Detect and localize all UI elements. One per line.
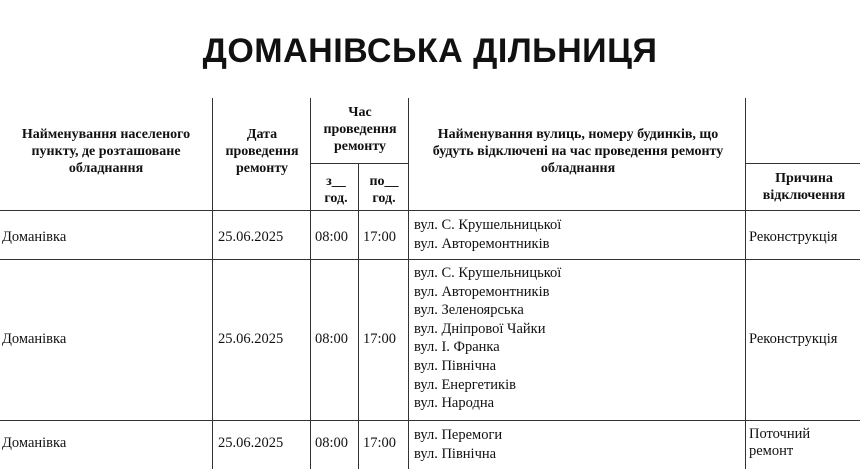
- street-item: вул. Північна: [414, 445, 497, 462]
- street-item: вул. І. Франка: [414, 339, 500, 356]
- street-item: вул. Народна: [414, 395, 495, 412]
- row-1-reason: Реконструкція: [749, 229, 838, 245]
- header-time-group: Час проведення ремонту: [323, 105, 397, 154]
- col-divider: [358, 163, 359, 469]
- row-2-reason: Реконструкція: [749, 331, 838, 347]
- street-item: вул. Північна: [414, 357, 497, 374]
- street-item: вул. Авторемонтників: [414, 283, 550, 300]
- street-item: вул. С. Крушельницької: [414, 265, 562, 281]
- row-1-streets: [414, 216, 561, 253]
- header-streets: Найменування вулиць, номеру будинків, що будуть відключені на час проведення ремонту обладнання: [432, 127, 724, 176]
- row-3-streets: [414, 426, 502, 463]
- row-2-streets: [414, 264, 561, 413]
- page-title: ДОМАНІВСЬКА ДІЛЬНИЦЯ: [202, 32, 658, 70]
- header-reason: Причина відключення: [762, 171, 846, 203]
- col-divider: [310, 98, 311, 469]
- row-1-date: 25.06.2025: [218, 229, 284, 245]
- col-divider: [745, 98, 746, 469]
- row-divider: [745, 163, 860, 164]
- street-item: вул. Авторемонтників: [414, 235, 550, 252]
- row-2-time-from: 08:00: [315, 331, 349, 347]
- row-1-time-to: 17:00: [363, 229, 397, 245]
- street-item: вул. Перемоги: [414, 427, 503, 443]
- street-item: вул. Зеленоярська: [414, 302, 524, 319]
- row-3-date: 25.06.2025: [218, 435, 284, 451]
- row-2-settlement: Доманівка: [2, 331, 67, 347]
- row-divider: [310, 163, 408, 164]
- row-3-reason: Поточний ремонт: [749, 426, 811, 459]
- row-2-time-to: 17:00: [363, 331, 397, 347]
- row-3-settlement: Доманівка: [2, 435, 67, 451]
- header-date: Дата проведення ремонту: [225, 127, 299, 176]
- row-3-time-to: 17:00: [363, 435, 397, 451]
- street-item: вул. Дніпрової Чайки: [414, 320, 546, 337]
- header-time-to: по__ год.: [369, 174, 399, 206]
- col-divider: [212, 98, 213, 469]
- row-divider: [0, 420, 860, 421]
- row-divider: [0, 259, 860, 260]
- street-item: вул. Енергетиків: [414, 376, 516, 393]
- header-time-from: з__ год.: [324, 174, 348, 206]
- row-divider: [0, 210, 860, 211]
- col-divider: [408, 98, 409, 469]
- header-settlement: Найменування населеного пункту, де розташоване обладнання: [21, 127, 191, 176]
- row-1-settlement: Доманівка: [2, 229, 67, 245]
- row-1-time-from: 08:00: [315, 229, 349, 245]
- row-3-time-from: 08:00: [315, 435, 349, 451]
- street-item: вул. С. Крушельницької: [414, 217, 562, 233]
- row-2-date: 25.06.2025: [218, 331, 284, 347]
